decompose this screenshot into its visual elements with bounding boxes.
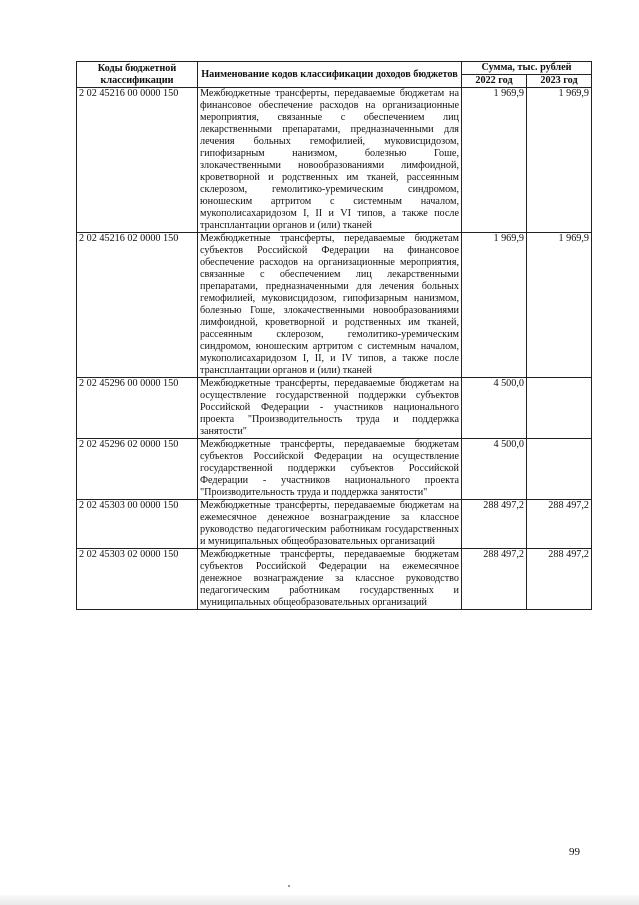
row-name: Межбюджетные трансферты, передаваемые бюджетам субъектов Российской Федерации на финансовое обеспечение расходов на организационные мероприятия, связанные с обеспечением лиц лекарственными препаратами, предназначенными для лечения больных гемофилией, муковисцидозом, гипофизарным нанизмом, болезнью Гоше, злокачественными новообразованиями лимфоидной, кроветворной и родственных им тканей, рассеянным склерозом, гемолитико-уремическим синдромом, юношеским артритом с системным началом, мукополисахаридозом I, II, и IV типов, а также после трансплантации органов и (или) тканей <box>198 233 462 378</box>
row-value-2023: 288 497,2 <box>527 500 592 549</box>
row-value-2022: 4 500,0 <box>462 378 527 439</box>
table-row <box>77 439 592 500</box>
table-row <box>77 378 592 439</box>
table-row <box>77 88 592 233</box>
row-value-2023: 1 969,9 <box>527 233 592 378</box>
row-value-2023: 288 497,2 <box>527 549 592 610</box>
row-code: 2 02 45216 00 0000 150 <box>77 88 198 233</box>
page-number: 99 <box>569 846 580 858</box>
row-value-2022: 288 497,2 <box>462 549 527 610</box>
header-sum: Сумма, тыс. рублей <box>462 62 592 75</box>
row-code: 2 02 45303 02 0000 150 <box>77 549 198 610</box>
row-value-2022: 1 969,9 <box>462 233 527 378</box>
row-name: Межбюджетные трансферты, передаваемые бюджетам субъектов Российской Федерации на осуществление государственной поддержки субъектов Российской Федерации - участников национального проекта "Производительность труда и поддержка занятости" <box>198 439 462 500</box>
row-value-2022: 1 969,9 <box>462 88 527 233</box>
row-value-2022: 288 497,2 <box>462 500 527 549</box>
row-value-2023 <box>527 439 592 500</box>
row-value-2023: 1 969,9 <box>527 88 592 233</box>
row-code: 2 02 45303 00 0000 150 <box>77 500 198 549</box>
row-name: Межбюджетные трансферты, передаваемые бюджетам субъектов Российской Федерации на ежемесячное денежное вознаграждение за классное руководство педагогическим работникам государственных и муниципальных общеобразовательных организаций <box>198 549 462 610</box>
scan-speck <box>288 885 290 887</box>
row-value-2023 <box>527 378 592 439</box>
budget-revenue-table <box>76 61 592 610</box>
table-row <box>77 500 592 549</box>
row-name: Межбюджетные трансферты, передаваемые бюджетам на ежемесячное денежное вознаграждение за классное руководство педагогическим работникам государственных и муниципальных общеобразовательных организаций <box>198 500 462 549</box>
row-code: 2 02 45296 00 0000 150 <box>77 378 198 439</box>
table-row <box>77 233 592 378</box>
header-name: Наименование кодов классификации доходов бюджетов <box>198 62 462 88</box>
row-value-2022: 4 500,0 <box>462 439 527 500</box>
row-name: Межбюджетные трансферты, передаваемые бюджетам на финансовое обеспечение расходов на организационные мероприятия, связанные с обеспечением лиц лекарственными препаратами, предназначенными для лечения больных гемофилией, муковисцидозом, гипофизарным нанизмом, болезнью Гоше, злокачественными новообразованиями лимфоидной, кроветворной и родственных им тканей, рассеянным склерозом, гемолитико-уремическим синдромом, юношеским артритом с системным началом, мукополисахаридозом I, II и VI типов, а также после трансплантации органов и (или) тканей <box>198 88 462 233</box>
row-code: 2 02 45216 02 0000 150 <box>77 233 198 378</box>
header-codes: Коды бюджетной классификации <box>77 62 198 88</box>
row-name: Межбюджетные трансферты, передаваемые бюджетам на осуществление государственной поддержки субъектов Российской Федерации - участников национального проекта "Производительность труда и поддержка занятости" <box>198 378 462 439</box>
header-year-2023: 2023 год <box>527 75 592 88</box>
table-row <box>77 549 592 610</box>
table-header-row <box>77 62 592 75</box>
header-year-2022: 2022 год <box>462 75 527 88</box>
row-code: 2 02 45296 02 0000 150 <box>77 439 198 500</box>
scan-bottom-edge <box>0 895 639 905</box>
